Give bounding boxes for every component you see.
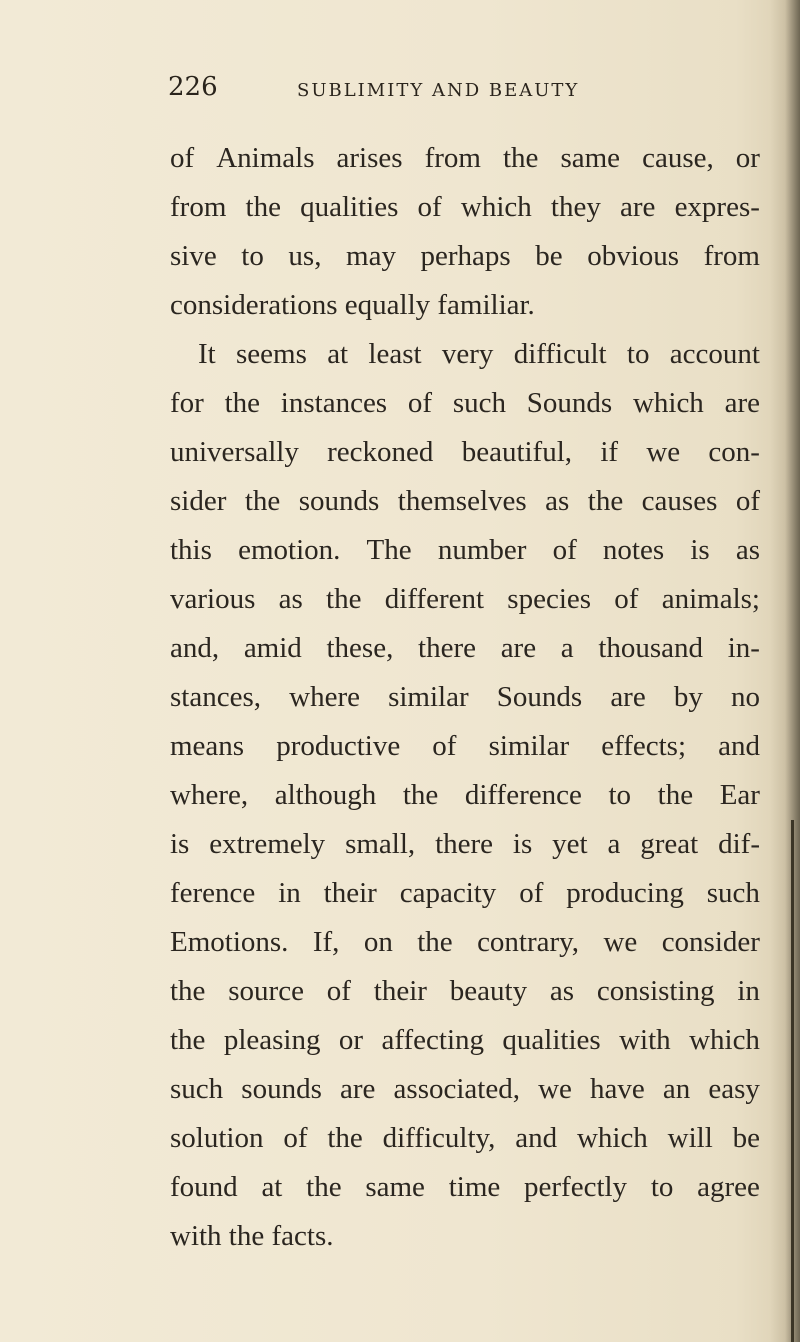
text-line: ference in their capacity of producing such xyxy=(170,877,760,909)
text-line: Emotions. If, on the contrary, we consider xyxy=(170,926,760,958)
page-header xyxy=(0,72,800,112)
text-line: where, although the difference to the Ear xyxy=(170,779,760,811)
text-line: with the facts. xyxy=(170,1220,334,1252)
page-edge-shadow xyxy=(770,0,800,1342)
running-head: SUBLIMITY AND BEAUTY xyxy=(297,80,580,101)
text-line: for the instances of such Sounds which are xyxy=(170,387,760,419)
text-line: such sounds are associated, we have an easy xyxy=(170,1073,760,1105)
text-line: is extremely small, there is yet a great dif- xyxy=(170,828,760,860)
text-line: stances, where similar Sounds are by no xyxy=(170,681,760,713)
text-line: the source of their beauty as consisting in xyxy=(170,975,760,1007)
text-line: from the qualities of which they are expres- xyxy=(170,191,760,223)
text-line: of Animals arises from the same cause, or xyxy=(170,142,760,174)
text-line: It seems at least very difficult to account xyxy=(198,338,760,370)
text-line: found at the same time perfectly to agree xyxy=(170,1171,760,1203)
text-line: and, amid these, there are a thousand in- xyxy=(170,632,760,664)
text-line: the pleasing or affecting qualities with which xyxy=(170,1024,760,1056)
text-line: sive to us, may perhaps be obvious from xyxy=(170,240,760,272)
page-edge-line xyxy=(791,820,794,1342)
page-number: 226 xyxy=(168,72,218,102)
text-line: sider the sounds themselves as the causes of xyxy=(170,485,760,517)
body-text xyxy=(170,134,760,1261)
text-line: various as the different species of animals; xyxy=(170,583,760,615)
text-line: this emotion. The number of notes is as xyxy=(170,534,760,566)
text-line: universally reckoned beautiful, if we con- xyxy=(170,436,760,468)
text-line: solution of the difficulty, and which will be xyxy=(170,1122,760,1154)
text-line: means productive of similar effects; and xyxy=(170,730,760,762)
text-line: considerations equally familiar. xyxy=(170,289,535,321)
